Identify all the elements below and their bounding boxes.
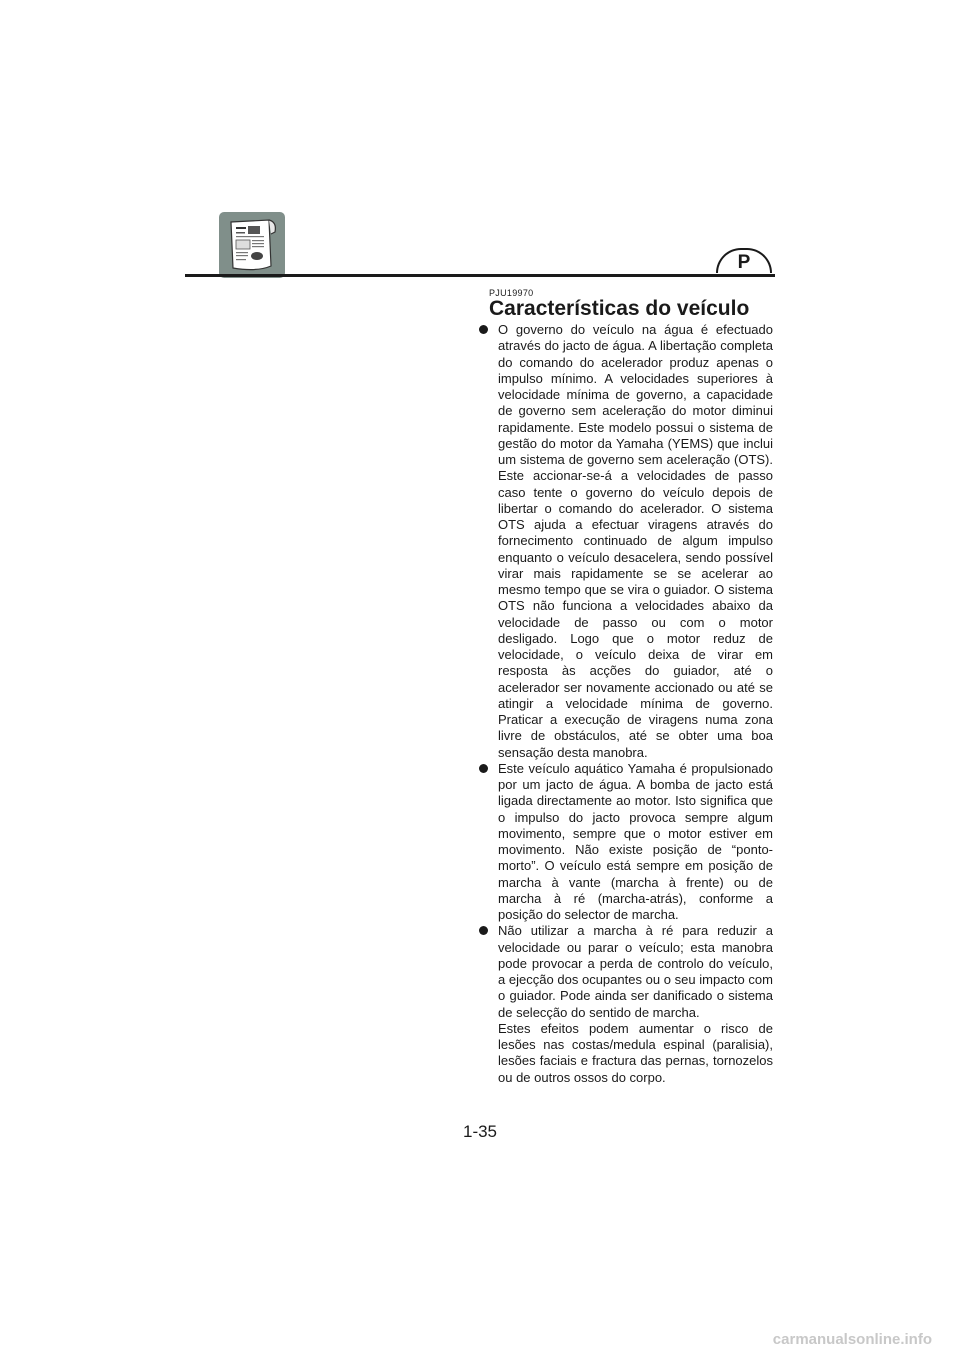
bullet-list: [475, 322, 773, 1086]
manual-icon: [219, 212, 285, 278]
language-badge: P: [716, 248, 772, 273]
section-code: PJU19970: [489, 288, 534, 298]
page-number: 1-35: [462, 1122, 498, 1141]
paragraph: Estes efeitos podem aumentar o risco de lesões nas costas/medula espinal (paralisia), lesões faciais e fractura das pernas, tornozelos ou de outros ossos do corpo.: [498, 1020, 773, 1085]
list-item: [475, 761, 773, 924]
list-item: [475, 923, 773, 1086]
paragraph: Não utilizar a marcha à ré para reduzir a velocidade ou parar o veículo; esta manobra pode provocar a perda de controlo do veículo, a ejecção dos ocupantes ou o seu impacto com o guiador. Pode ainda ser danificado o sistema de selecção do sentido de marcha.: [498, 923, 773, 1020]
paragraph: O governo do veículo na água é efectuado através do jacto de água. A libertação completa do comando do acelerador produz apenas o impulso mínimo. A velocidades superiores à velocidade mínima de governo, a capacidade de governo sem aceleração do motor diminui rapidamente. Este modelo possui o sistema de gestão do motor da Yamaha (YEMS) que inclui um sistema de governo sem aceleração (OTS). Este accionar-se-á a velocidades de passo caso tente o governo do veículo depois de libertar o comando do acelerador. O sistema OTS ajuda a efectuar viragens através do fornecimento continuado de algum impulso enquanto o veículo desacelera, sendo possível virar mais rapidamente se se acelerar ao mesmo tempo que se vira o guiador. O sistema OTS não funciona a velocidades abaixo da velocidade de passo ou com o motor desligado. Logo que o motor reduz de velocidade, o veículo deixa de virar em resposta às acções do guiador, até o acelerador ser novamente accionado ou até se atingir a velocidade mínima de governo. Praticar a execução de viragens numa zona livre de obstáculos, até se obter uma boa sensação desta manobra.: [498, 322, 773, 760]
watermark: carmanualsonline.info: [772, 1331, 932, 1348]
section-title: Características do veículo: [489, 297, 750, 320]
bullet-icon: [479, 325, 488, 334]
bullet-icon: [479, 764, 488, 773]
paragraph: Este veículo aquático Yamaha é propulsionado por um jacto de água. A bomba de jacto está ligada directamente ao motor. Isto significa que o impulso do jacto provoca sempre algum movimento, sempre que o motor estiver em movimento. Não existe posição de “ponto-morto”. O veículo está sempre em posição de marcha à vante (marcha à frente) ou de marcha à ré (marcha-atrás), conforme a posição do selector de marcha.: [498, 760, 773, 922]
header-rule: [185, 274, 775, 277]
bullet-icon: [479, 926, 488, 935]
list-item: [475, 322, 773, 761]
